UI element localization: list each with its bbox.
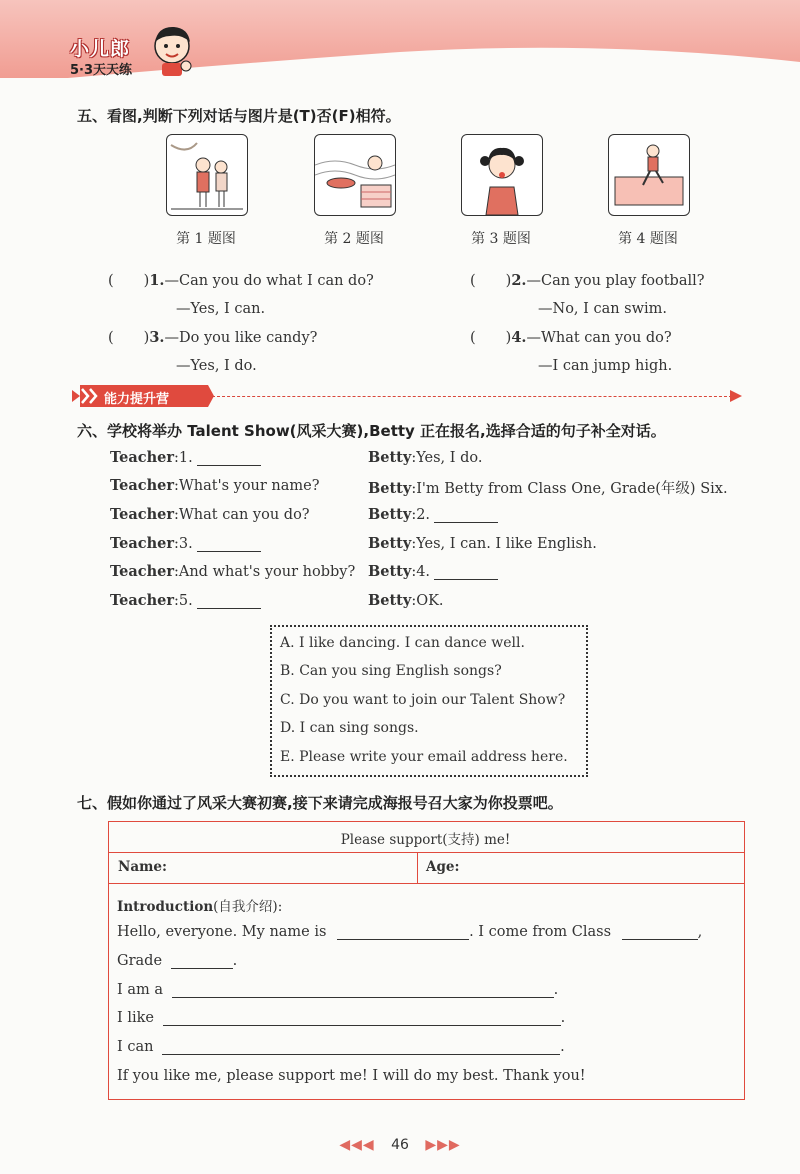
dialog-betty-5: Betty:4. xyxy=(368,563,498,580)
mascot-icon xyxy=(148,22,196,78)
item-number: 1. xyxy=(149,272,165,289)
i-am-blank[interactable] xyxy=(172,983,554,998)
picture-1 xyxy=(166,134,248,216)
intro-line-4-label: I like xyxy=(117,1010,154,1026)
dialog-teacher-4: Teacher:3. xyxy=(110,535,261,552)
page-number: 46 xyxy=(391,1137,409,1153)
teacher-line: 3. xyxy=(178,536,193,552)
intro-cn: (自我介绍): xyxy=(213,899,283,915)
picture-3 xyxy=(461,134,543,216)
judge-answer-2: —No, I can swim. xyxy=(538,301,668,317)
option-c: C. Do you want to join our Talent Show? xyxy=(280,692,566,708)
picture-2-icon xyxy=(315,135,395,215)
paren-close: ) xyxy=(505,273,512,289)
intro-line-4 xyxy=(117,1010,565,1026)
paren-close: ) xyxy=(143,330,150,346)
teacher-label: Teacher xyxy=(110,449,174,466)
poster-col-divider xyxy=(417,853,418,883)
judge-item-4 xyxy=(470,329,672,346)
teacher-line: What can you do? xyxy=(178,507,310,523)
period: . xyxy=(560,1010,566,1026)
class-blank[interactable] xyxy=(622,925,698,940)
teacher-line: What's your name? xyxy=(178,478,320,494)
betty-label: Betty xyxy=(368,535,412,552)
option-b: B. Can you sing English songs? xyxy=(280,663,502,679)
next-arrows-icon: ▶▶▶ xyxy=(425,1137,461,1153)
brand-logo xyxy=(70,34,132,78)
dialog-betty-1: Betty:Yes, I do. xyxy=(368,449,483,466)
blank-4[interactable] xyxy=(434,565,498,580)
banner-label: 能力提升营 xyxy=(104,392,170,407)
question: —Can you do what I can do? xyxy=(164,273,374,289)
picture-1-icon xyxy=(167,135,247,215)
intro-line-5 xyxy=(117,1039,565,1055)
betty-label: Betty xyxy=(368,480,412,497)
question: —Do you like candy? xyxy=(164,330,318,346)
betty-line: I'm Betty from Class One, Grade(年级) Six. xyxy=(416,481,728,497)
picture-4-icon xyxy=(609,135,689,215)
banner-divider xyxy=(212,396,732,397)
blank-2[interactable] xyxy=(434,508,498,523)
arrow-right-icon xyxy=(728,389,744,403)
betty-label: Betty xyxy=(368,592,412,609)
intro-line-2-a: Grade xyxy=(117,953,163,969)
intro-heading xyxy=(117,895,282,915)
dialog-betty-4: Betty:Yes, I can. I like English. xyxy=(368,535,597,552)
question: —What can you do? xyxy=(526,330,672,346)
poster-closing: If you like me, please support me! I will do my best. Thank you! xyxy=(117,1068,586,1084)
teacher-label: Teacher xyxy=(110,506,174,523)
page-footer xyxy=(0,1137,800,1153)
name-field[interactable] xyxy=(166,852,416,880)
paren-open: ( xyxy=(108,330,114,346)
judge-answer-4: —I can jump high. xyxy=(538,358,673,374)
intro-label: Introduction xyxy=(117,899,214,915)
prev-arrows-icon: ◀◀◀ xyxy=(339,1137,375,1153)
teacher-label: Teacher xyxy=(110,535,174,552)
judge-item-1 xyxy=(108,272,374,289)
teacher-line: And what's your hobby? xyxy=(178,564,356,580)
picture-2 xyxy=(314,134,396,216)
caption-1: 第 1 题图 xyxy=(176,231,236,247)
judge-item-2 xyxy=(470,272,705,289)
blank-1[interactable] xyxy=(197,451,261,466)
grade-blank[interactable] xyxy=(171,954,233,969)
section7-title: 七、假如你通过了风采大赛初赛,接下来请完成海报号召大家为你投票吧。 xyxy=(77,794,563,812)
teacher-line: 5. xyxy=(178,593,193,609)
betty-line: OK. xyxy=(416,593,444,609)
dialog-teacher-5: Teacher:And what's your hobby? xyxy=(110,563,356,580)
item-number: 2. xyxy=(511,272,527,289)
blank-5[interactable] xyxy=(197,594,261,609)
intro-line-3 xyxy=(117,982,558,998)
betty-line: 4. xyxy=(416,564,431,580)
blank-3[interactable] xyxy=(197,537,261,552)
intro-line-1-c: , xyxy=(697,924,703,940)
betty-line: Yes, I can. I like English. xyxy=(416,536,597,552)
caption-3: 第 3 题图 xyxy=(471,231,531,247)
intro-line-3-label: I am a xyxy=(117,982,163,998)
section5-title: 五、看图,判断下列对话与图片是(T)否(F)相符。 xyxy=(77,107,401,125)
dialog-teacher-1: Teacher:1. xyxy=(110,449,261,466)
paren-open: ( xyxy=(108,273,114,289)
poster-title: Please support(支持) me! xyxy=(340,832,511,848)
brand-title: 小儿郎 xyxy=(70,38,131,60)
paren-close: ) xyxy=(505,330,512,346)
brand-series: 5·3天天练 xyxy=(70,63,133,78)
poster-divider xyxy=(109,883,744,884)
betty-label: Betty xyxy=(368,506,412,523)
option-e: E. Please write your email address here. xyxy=(280,749,568,765)
intro-line-2-b: . xyxy=(232,953,238,969)
dialog-betty-6: Betty:OK. xyxy=(368,592,444,609)
paren-open: ( xyxy=(470,273,476,289)
item-number: 4. xyxy=(511,329,527,346)
intro-line-1-a: Hello, everyone. My name is xyxy=(117,924,327,940)
intro-line-1 xyxy=(117,924,702,940)
period: . xyxy=(553,982,559,998)
paren-open: ( xyxy=(470,330,476,346)
teacher-label: Teacher xyxy=(110,592,174,609)
picture-3-icon xyxy=(462,135,542,215)
age-label: Age: xyxy=(426,859,460,875)
option-d: D. I can sing songs. xyxy=(280,720,419,736)
betty-line: Yes, I do. xyxy=(416,450,483,466)
age-field[interactable] xyxy=(464,852,734,880)
question: —Can you play football? xyxy=(526,273,705,289)
betty-label: Betty xyxy=(368,449,412,466)
caption-2: 第 2 题图 xyxy=(324,231,384,247)
period: . xyxy=(560,1039,565,1055)
i-can-blank[interactable] xyxy=(162,1040,560,1055)
betty-label: Betty xyxy=(368,563,412,580)
i-like-blank[interactable] xyxy=(163,1011,561,1026)
betty-line: 2. xyxy=(416,507,431,523)
paren-close: ) xyxy=(143,273,150,289)
caption-4: 第 4 题图 xyxy=(618,231,678,247)
picture-4 xyxy=(608,134,690,216)
intro-line-2 xyxy=(117,953,237,969)
judge-answer-3: —Yes, I do. xyxy=(176,358,257,374)
teacher-label: Teacher xyxy=(110,563,174,580)
intro-line-1-b: . I come from Class xyxy=(469,924,612,940)
dialog-teacher-3: Teacher:What can you do? xyxy=(110,506,310,523)
item-number: 3. xyxy=(149,329,165,346)
teacher-line: 1. xyxy=(178,450,193,466)
option-a: A. I like dancing. I can dance well. xyxy=(280,635,525,651)
section6-title: 六、学校将举办 Talent Show(风采大赛),Betty 正在报名,选择合适的句子补全对话。 xyxy=(77,422,666,440)
teacher-label: Teacher xyxy=(110,477,174,494)
judge-item-3 xyxy=(108,329,317,346)
judge-answer-1: —Yes, I can. xyxy=(176,301,266,317)
dialog-betty-2: Betty:I'm Betty from Class One, Grade(年级) Six. xyxy=(368,480,728,497)
intro-line-5-label: I can xyxy=(117,1039,154,1055)
name-label: Name: xyxy=(118,859,167,875)
dialog-betty-3: Betty:2. xyxy=(368,506,498,523)
dialog-teacher-6: Teacher:5. xyxy=(110,592,261,609)
dialog-teacher-2: Teacher:What's your name? xyxy=(110,477,320,494)
name-blank[interactable] xyxy=(337,925,469,940)
